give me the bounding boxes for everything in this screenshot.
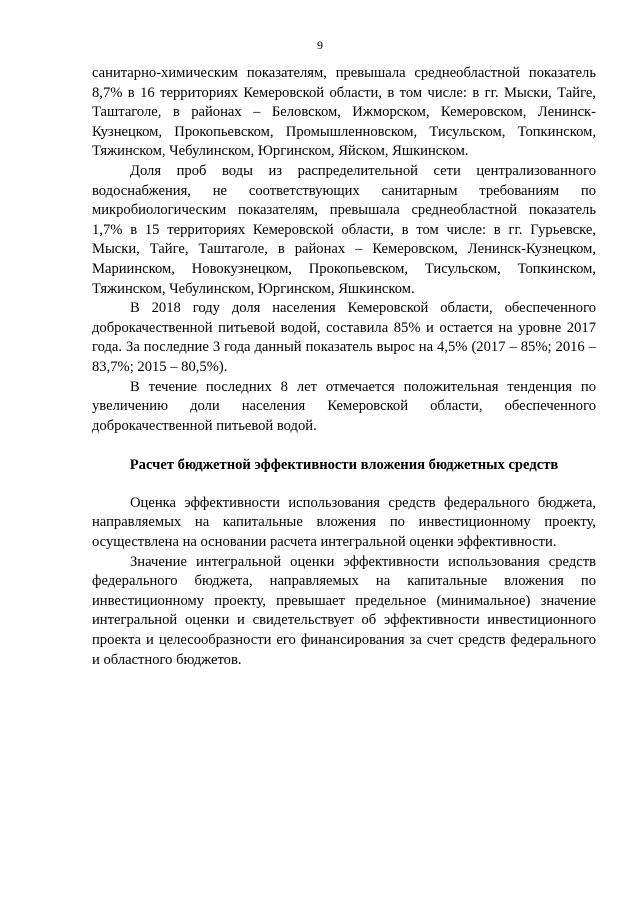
paragraph-water-microbiological: Доля проб воды из распределительной сети централизованного водоснабжения, не соответствующих санитарным требованиям по микробиологическим показателям, превышала среднеобластной показатель 1,7% в 15 территориях Кемеровской области, в том числе: в гг. Гурьевске, Мыски, Тайге, Таштаголе, в районах – Кемеровском, Ленинск-Кузнецком, Мариинском, Новокузнецком, Прокопьевском, Тисульском, Топкинском, Тяжинском, Чебулинском, Юргинском, Яшкинском. [92,162,596,297]
section-heading: Расчет бюджетной эффективности вложения бюджетных средств [129,457,559,474]
paragraph-integral-estimate: Значение интегральной оценки эффективности использования средств федерального бюджета, направляемых на капитальные вложения по инвестиционному проекту, превышает предельное (минимальное) значение интегральной оценки и свидетельствует об эффективности инвестиционного проекта и целесообразности его финансирования за счет средств федерального и областного бюджетов. [92,553,596,668]
document-body [92,64,596,670]
page-number: 9 [317,38,323,52]
paragraph-water-chemical: санитарно-химическим показателям, превышала среднеобластной показатель 8,7% в 16 территориях Кемеровской области, в том числе: в гг. Мыски, Тайге, Таштаголе, в районах – Беловском, Ижморском, Кемеровском, Ленинск-Кузнецком, Прокопьевском, Промышленновском, Тисульском, Топкинском, Тяжинском, Чебулинском, Юргинском, Яйском, Яшкинском. [92,65,596,160]
paragraph-water-quality-2018: В 2018 году доля населения Кемеровской области, обеспеченного доброкачественной питьевой водой, составила 85% и остается на уровне 2017 года. За последние 3 года данный показатель вырос на 4,5% (2017 – 85%; 2016 – 83,7%; 2015 – 80,5%). [92,300,596,375]
paragraph-efficiency-assessment: Оценка эффективности использования средств федерального бюджета, направляемых на капитальные вложения по инвестиционному проекту, осуществлена на основании расчета интегральной оценки эффективности. [92,494,596,551]
paragraph-positive-trend: В течение последних 8 лет отмечается положительная тенденция по увеличению доли населения Кемеровской области, обеспеченного доброкачественной питьевой водой. [92,378,596,434]
